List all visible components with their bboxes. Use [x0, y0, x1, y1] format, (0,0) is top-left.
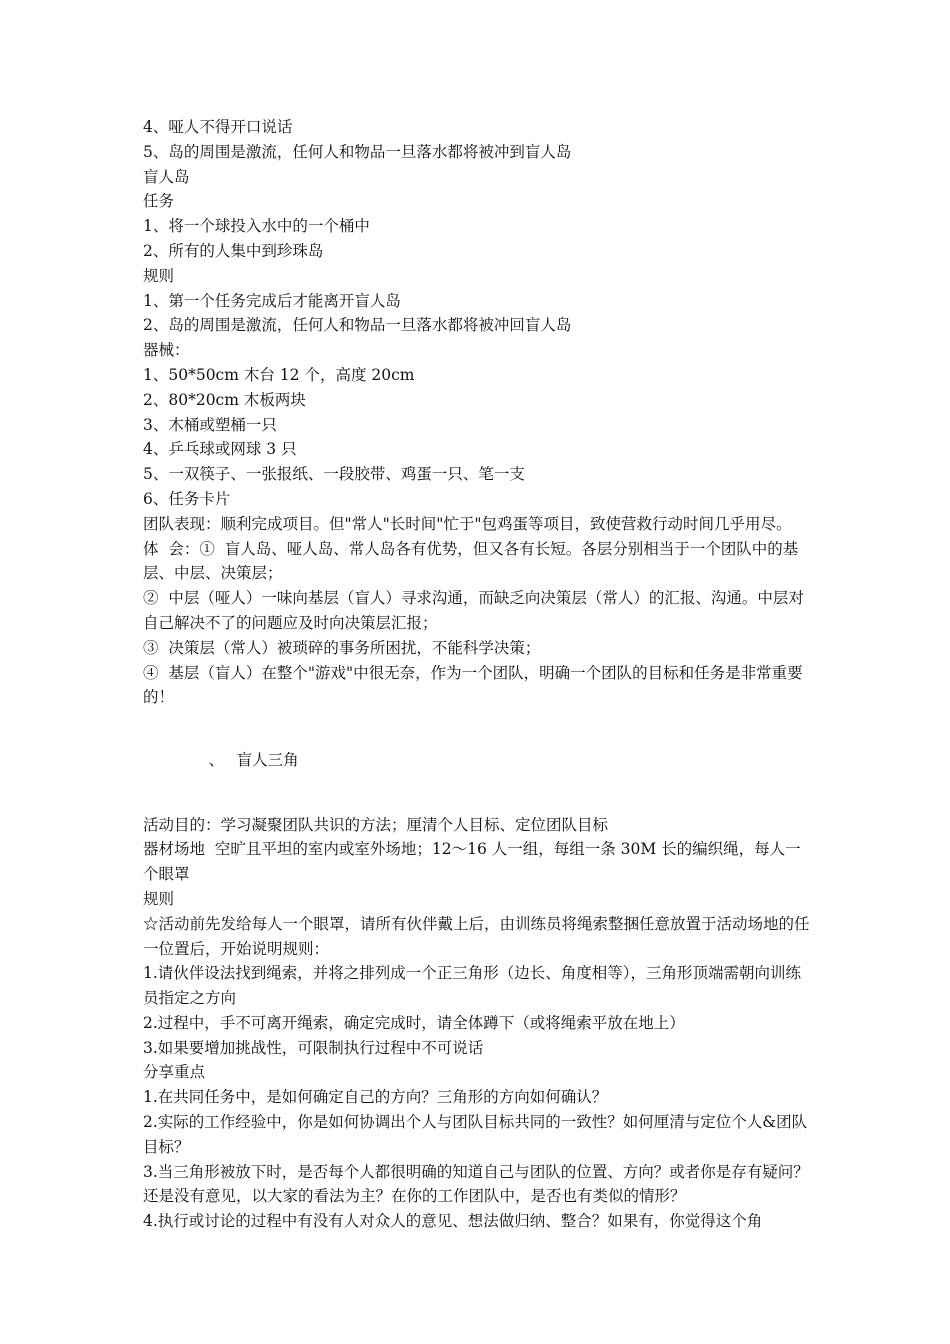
- text-line: 5、一双筷子、一张报纸、一段胶带、鸡蛋一只、笔一支: [143, 465, 525, 484]
- text-line: 6、任务卡片: [143, 489, 231, 508]
- text-line: 3.当三角形被放下时，是否每个人都很明确的知道自己与团队的位置、方向？或者你是存有疑问？还是没有意见，以大家的看法为主？在你的工作团队中，是否也有类似的情形？: [143, 1162, 809, 1206]
- text-line: 规则: [143, 889, 175, 908]
- text-line: ③ 决策层（常人）被琐碎的事务所困扰，不能科学决策；: [143, 638, 541, 657]
- text-line: 4、乒乓球或网球 3 只: [143, 440, 297, 459]
- text-line: 4、哑人不得开口说话: [143, 118, 293, 136]
- text-line: 2、所有的人集中到珍珠岛: [143, 241, 324, 260]
- document-body: [143, 115, 811, 1234]
- text-line: 团队表现：顺利完成项目。但"常人"长时间"忙于"包鸡蛋等项目，致使营救行动时间几乎用尽。: [143, 514, 792, 533]
- text-line: 4.执行或讨论的过程中有没有人对众人的意见、想法做归纳、整合？如果有，你觉得这个角: [143, 1212, 763, 1231]
- text-line: 器材场地 空旷且平坦的室内或室外场地；12～16 人一组，每组一条 30M 长的编织绳，每人一个眼罩: [143, 840, 801, 884]
- text-line: 2.实际的工作经验中，你是如何协调出个人与团队目标共同的一致性？如何厘清与定位个人&团队目标？: [143, 1113, 808, 1156]
- text-line: 5、岛的周围是激流，任何人和物品一旦落水都将被冲到盲人岛: [143, 142, 572, 161]
- section-heading-title: 盲人三角: [236, 750, 299, 769]
- text-line: ☆活动前先发给每人一个眼罩，请所有伙伴戴上后，由训练员将绳索整捆任意放置于活动场地的任一位置后，开始说明规则：: [143, 914, 810, 958]
- text-line: 任务: [143, 192, 175, 211]
- text-line: ② 中层（哑人）一味向基层（盲人）寻求沟通，而缺乏向决策层（常人）的汇报、沟通。中层对自己解决不了的问题应及时向决策层汇报；: [143, 589, 804, 632]
- section-heading-mark: 、: [208, 750, 225, 769]
- text-line: 3.如果要增加挑战性，可限制执行过程中不可说话: [143, 1038, 484, 1057]
- text-block-second: [143, 813, 811, 1235]
- text-line: 分享重点: [143, 1063, 206, 1082]
- text-line: 1、将一个球投入水中的一个桶中: [143, 217, 370, 236]
- text-block-first: [143, 115, 811, 710]
- text-line: 1、第一个任务完成后才能离开盲人岛: [143, 291, 401, 310]
- text-line: 3、木桶或塑桶一只: [143, 415, 277, 434]
- text-line: 活动目的：学习凝聚团队共识的方法；厘清个人目标、定位团队目标: [143, 815, 609, 834]
- text-line: 2、岛的周围是激流，任何人和物品一旦落水都将被冲回盲人岛: [143, 316, 572, 335]
- text-line: 2、80*20cm 木板两块: [143, 390, 306, 409]
- text-line: 规则: [143, 266, 175, 285]
- text-line: 盲人岛: [143, 167, 190, 186]
- section-heading: [143, 723, 811, 797]
- text-line: ④ 基层（盲人）在整个"游戏"中很无奈，作为一个团队，明确一个团队的目标和任务是非常重要的！: [143, 663, 803, 707]
- text-line: 1.在共同任务中，是如何确定自己的方向？三角形的方向如何确认？: [143, 1088, 608, 1107]
- text-line: 1、50*50cm 木台 12 个，高度 20cm: [143, 365, 415, 384]
- text-line: 2.过程中，手不可离开绳索，确定完成时，请全体蹲下（或将绳索平放在地上）: [143, 1013, 685, 1032]
- text-line: 体 会：① 盲人岛、哑人岛、常人岛各有优势，但又各有长短。各层分别相当于一个团队中的基层、中层、决策层；: [143, 539, 799, 583]
- text-line: 器械：: [143, 341, 190, 360]
- text-line: 1.请伙伴设法找到绳索，并将之排列成一个正三角形（边长、角度相等），三角形顶端需朝向训练员指定之方向: [143, 964, 802, 1008]
